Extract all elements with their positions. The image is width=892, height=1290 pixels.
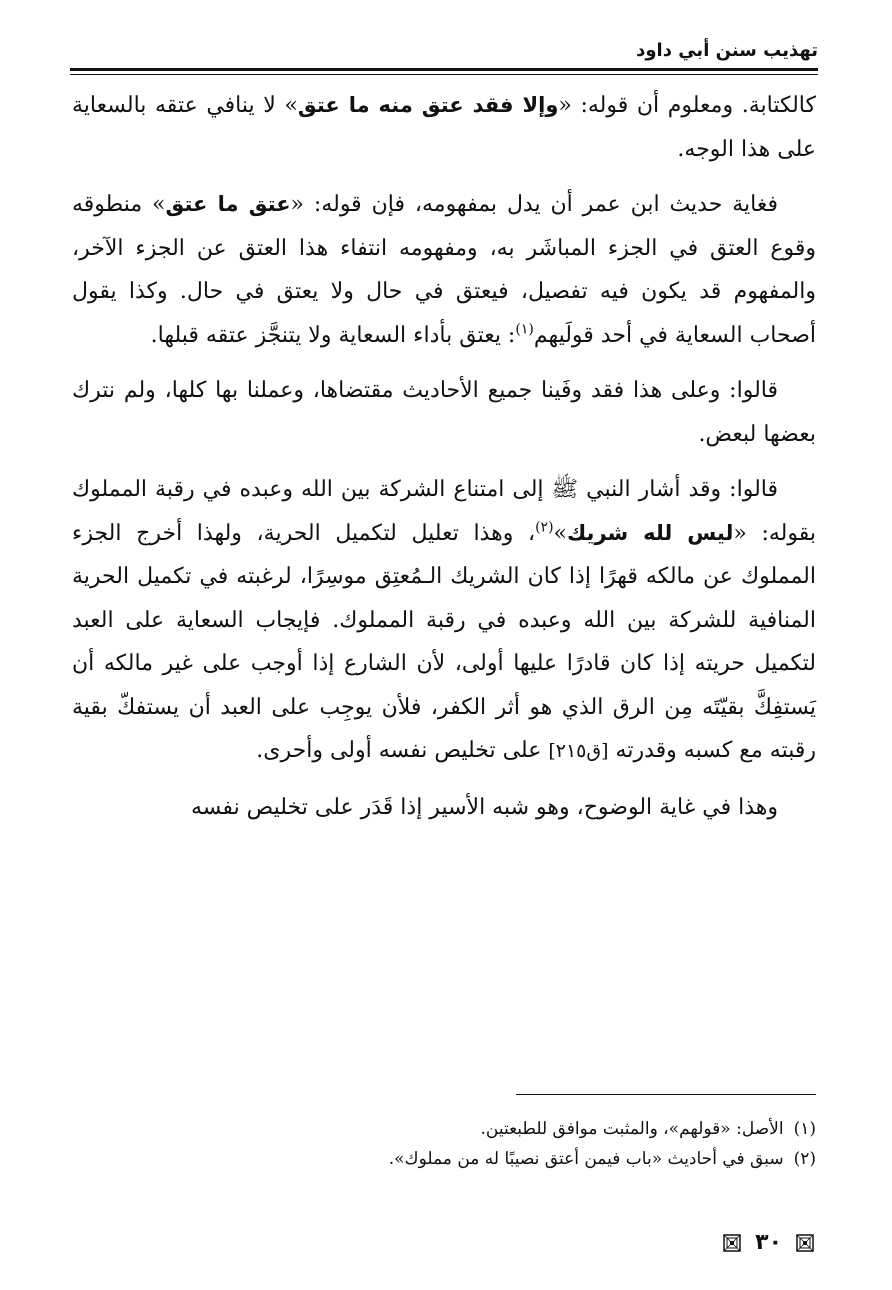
paragraph-1-text-start: كالكتابة. ومعلوم أن قوله: « (558, 93, 816, 118)
paragraph-2 (72, 183, 816, 357)
footnote-number: (١) (793, 1119, 816, 1139)
footnotes (72, 1114, 816, 1174)
folio (723, 1230, 814, 1255)
paragraph-4-text-end: على تخليص نفسه أولى وأحرى. (256, 738, 549, 763)
paragraph-4-text-main: ، وهذا تعليل لتكميل الحرية، ولهذا أخرج الجزء المملوك عن مالكه قهرًا إذا كان الشريك الـمُعتِق موسِرًا، لرغبته في تكميل الحرية المنافية للشركة بين الله وعبده في رقبة المملوك. فإيجاب السعاية على العبد لتكميل حريته إذا كان قادرًا عليها أولى، لأن الشارع إذا أوجب على غير مالكه أن يَستفِكَّ بقيّتَه مِن الرق الذي هو أثر الكفر، فلأن يوجِب على العبد أن يستفكّ بقية رقبته مع كسبه وقدرته (72, 520, 816, 763)
paragraph-2-text-end: : يعتق بأداء السعاية ولا يتنجَّز عتقه قبلها. (150, 322, 516, 348)
page-number: ٣٠ (755, 1230, 782, 1255)
paragraph-3: قالوا: وعلى هذا فقد وفَينا جميع الأحاديث مقتضاها، وعملنا بها كلها، ولم نترك بعضها لبعض. (72, 378, 816, 447)
footnote-ref-2[interactable]: (٢) (535, 519, 554, 536)
hadith-quote: وإلا فقد عتق منه ما عتق (297, 93, 559, 117)
footnote-text: سبق في أحاديث «باب فيمن أعتق نصيبًا له من مملوك». (388, 1149, 784, 1169)
quote-close: » (553, 520, 567, 546)
paragraph-2-text-start: فغاية حديث ابن عمر أن يدل بمفهومه، فإن قوله: « (290, 192, 778, 217)
footnote-separator (516, 1094, 816, 1095)
paragraph-1-text-end: » لا ينافي عتقه بالسعاية على هذا الوجه. (72, 93, 816, 162)
square-ornament-icon (796, 1234, 814, 1252)
running-header-title: تهذيب سنن أبي داود (636, 40, 818, 61)
header-rule-thick (70, 68, 818, 71)
paragraph-2-text-middle: » منطوقه وقوع العتق في الجزء المباشَر به، ومفهومه انتفاء هذا العتق عن الجزء الآخر، والمفهوم قد يكون فيه تفصيل، فيعتق في حال ولا يعتق في حال. وكذا يقول أصحاب السعاية في أحد قولَيهم (72, 192, 816, 348)
footnote-text: الأصل: «قولهم»، والمثبت موافق للطبعتين. (480, 1119, 784, 1139)
paragraph-4-text-start: قالوا: وقد أشار النبي ﷺ إلى امتناع الشركة بين الله وعبده في رقبة المملوك بقوله: « (72, 477, 817, 546)
footnote-2 (72, 1144, 816, 1174)
hadith-quote: عتق ما عتق (165, 192, 291, 216)
paragraph-1 (72, 84, 816, 171)
footnote-number: (٢) (793, 1149, 816, 1169)
manuscript-page-ref: [ق٢١٥] (548, 740, 609, 762)
header-rule-thin (70, 74, 818, 75)
hadith-quote: ليس لله شريك (567, 520, 734, 545)
square-ornament-icon (723, 1234, 741, 1252)
paragraph-5: وهذا في غاية الوضوح، وهو شبه الأسير إذا قَدَر على تخليص نفسه (191, 794, 778, 820)
footnote-ref-1[interactable]: (١) (515, 321, 534, 338)
paragraph-4 (72, 468, 816, 774)
body-text (72, 84, 816, 841)
footnote-1 (72, 1114, 816, 1144)
